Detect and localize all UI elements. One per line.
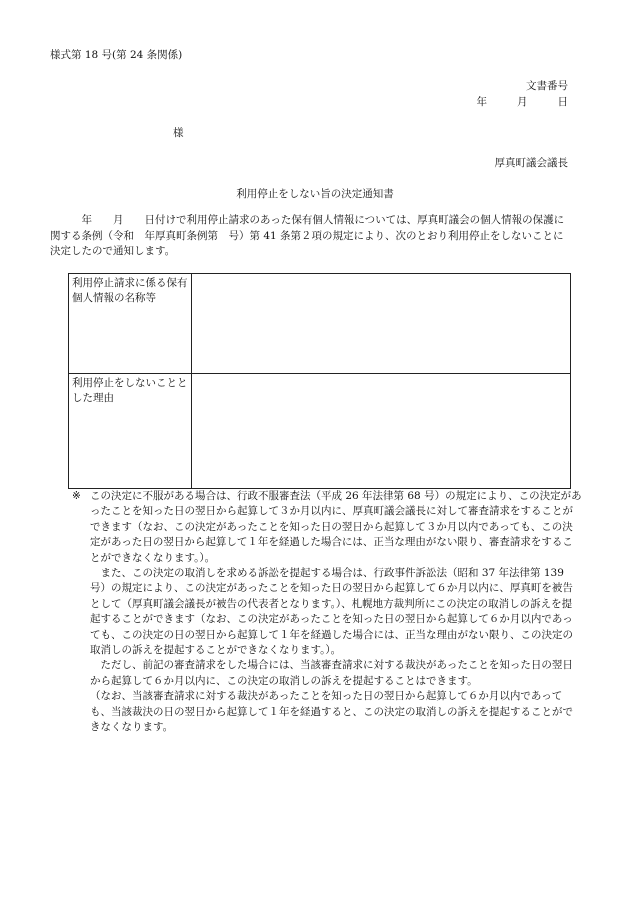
notes-section: [72, 489, 582, 736]
note-paragraph-proviso: ただし、前記の審査請求をした場合には、当該審査請求に対する裁決があったことを知った日の翌日から起算して６か月以内に、この決定の取消しの訴えを提起することはできます。: [90, 659, 573, 687]
sender-name: 厚真町議会議長: [494, 157, 568, 169]
info-table: [68, 273, 571, 489]
info-name-label: 利用停止請求に係る保有個人情報の名称等: [69, 274, 192, 374]
info-name-value[interactable]: [192, 274, 571, 374]
body-paragraph: 年 月 日付けで利用停止請求のあった保有個人情報については、厚真町議会の個人情報の保護に関する条例（令和 年厚真町条例第 号）第 41 条第２項の規定により、次のとおり利用停止をしないことに決定したので通知します。: [50, 214, 565, 257]
date-month: 月: [517, 96, 528, 108]
document-number-label: 文書番号: [526, 80, 568, 92]
note-item: [72, 489, 582, 566]
table-row: [69, 274, 571, 374]
recipient-suffix: 様: [173, 127, 184, 139]
date-day: 日: [557, 96, 568, 108]
date-year: 年: [476, 96, 487, 108]
note-paragraph-appeal: この決定に不服がある場合は、行政不服審査法（平成 26 年法律第 68 号）の規定により、この決定があったことを知った日の翌日から起算して３か月以内に、厚真町議会議長に対して審査請求をすることができます（なお、この決定があったことを知った日の翌日から起算して３か月以内であっても、この決定があった日の翌日から起算して１年を経過した場合には、正当な理由がない限り、審査請求をすることができなくなります。）。: [90, 490, 582, 564]
table-row: [69, 374, 571, 489]
date-line: [477, 95, 569, 110]
note-paragraph-supplement: （なお、当該審査請求に対する裁決があったことを知った日の翌日から起算して６か月以内であっても、当該裁決の日の翌日から起算して１年を経過すると、この決定の取消しの訴えを提起することができなくなります。: [90, 690, 573, 734]
note-paragraph-lawsuit: また、この決定の取消しを求める訴訟を提起する場合は、行政事件訴訟法（昭和 37 年法律第 139 号）の規定により、この決定があったことを知った日の翌日から起算して６か月以内に、厚真町を被告として（厚真町議会議長が被告の代表者となります。）、札幌地方裁判所にこの決定の取消しの訴えを提起することができます（なお、この決定があったことを知った日の翌日から起算して６か月以内であっても、この決定の日の翌日から起算して１年を経過した場合には、正当な理由がない限り、この決定の取消しの訴えを提起することができなくなります。）。: [90, 567, 573, 657]
reason-label: 利用停止をしないこととした理由: [69, 374, 192, 489]
note-mark: ※: [72, 490, 81, 502]
form-number: 様式第 18 号(第 24 条関係): [50, 49, 183, 61]
document-title: 利用停止をしない旨の決定通知書: [236, 188, 394, 200]
reason-value[interactable]: [192, 374, 571, 489]
